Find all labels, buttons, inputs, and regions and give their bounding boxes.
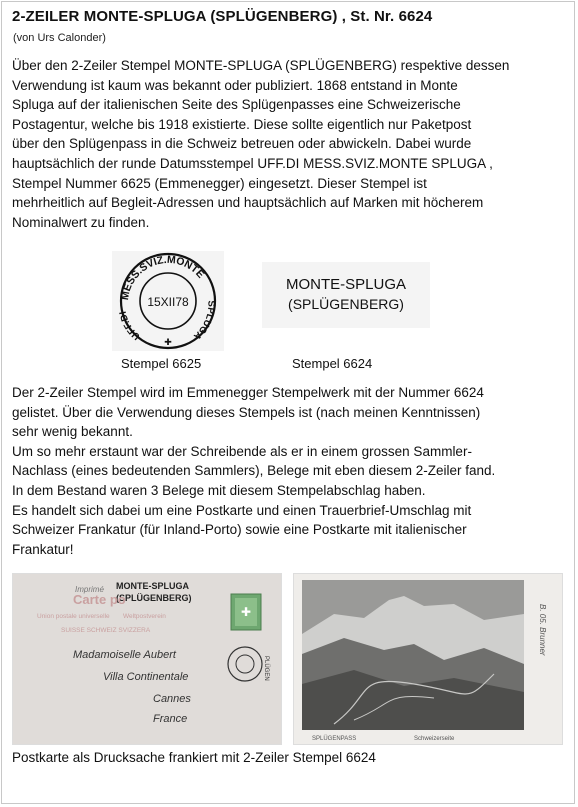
svg-text:Imprimé: Imprimé [75, 585, 104, 594]
footer-caption: Postkarte als Drucksache frankiert mit 2-Zeiler Stempel 6624 [12, 750, 376, 765]
card-stamp-line1: MONTE-SPLUGA [116, 581, 189, 591]
card-printed-line1: Union postale universelle [37, 613, 110, 620]
card-stamp-line2: (SPLÜGENBERG) [116, 593, 192, 603]
intro-paragraph [12, 56, 572, 232]
card-printed-line1b: Weltpostverein [123, 613, 166, 620]
stamp-arc-top: MESS.SVIZ.MONTE [118, 253, 207, 301]
body-line: Schweizer Frankatur (für Inland-Porto) sowie eine Postkarte mit italienischer [12, 522, 467, 538]
body-line: gelistet. Über die Verwendung dieses Stempels ist (nach meinen Kenntnissen) [12, 404, 481, 420]
postcard-front-image [12, 573, 282, 745]
body-line: Frankatur! [12, 541, 74, 557]
card-printed-title: Carte po [73, 592, 126, 607]
card-cancel-text: PLÜGEN [263, 656, 269, 681]
body-line: Der 2-Zeiler Stempel wird im Emmenegger Stempelwerk mit der Nummer 6624 [12, 385, 484, 400]
intro-line: Verwendung ist kaum was bekannt oder publiziert. 1868 entstand in Monte [12, 77, 458, 93]
swiss-cross-icon: ✚ [164, 337, 172, 347]
body-line: Nachlass (eines bedeutenden Sammlers), Belege mit eben diesem 2-Zeiler fand. [12, 463, 496, 479]
swiss-cross-icon: ✚ [240, 605, 252, 619]
stamp-date: 15XII78 [147, 295, 189, 309]
round-stamp-image [112, 251, 224, 351]
intro-line: Postagentur, welche bis 1918 existierte. Diese sollte eigentlich nur Paketpost [12, 116, 472, 132]
intro-line: mehrheitlich auf Begleit-Adressen und hauptsächlich auf Marken mit höcherem [12, 195, 484, 211]
intro-line: hauptsächlich der runde Datumsstempel UFF.DI MESS.SVIZ.MONTE SPLUGA , [12, 155, 493, 171]
intro-line: Nominalwert zu finden. [12, 214, 150, 230]
stamp-arc-left: UFF.DI [117, 310, 143, 342]
handwriting-line: Cannes [153, 693, 191, 705]
postcard-back-image [293, 573, 563, 745]
two-line-stamp-line1: MONTE-SPLUGA [285, 276, 407, 293]
two-line-stamp-caption: Stempel 6624 [292, 356, 373, 371]
round-stamp-caption: Stempel 6625 [121, 356, 202, 371]
body-line: In dem Bestand waren 3 Belege mit diesem Stempelabschlag haben. [12, 482, 426, 498]
intro-line: Über den 2-Zeiler Stempel MONTE-SPLUGA (SPLÜGENBERG) respektive dessen [12, 58, 510, 73]
card-printed-line2: SUISSE SCHWEIZ SVIZZERA [61, 627, 151, 634]
body-line: Es handelt sich dabei um eine Postkarte und einen Trauerbrief-Umschlag mit [12, 502, 472, 518]
body-line: sehr wenig bekannt. [12, 424, 133, 440]
page-title: 2-ZEILER MONTE-SPLUGA (SPLÜGENBERG) , St. Nr. 6624 [12, 8, 433, 25]
body-paragraph [12, 383, 572, 559]
photo-label-left: SPLÜGENPASS [312, 736, 357, 742]
intro-line: Spluga auf der italienischen Seite des Splügenpasses eine Schweizerische [12, 97, 461, 113]
intro-line: Stempel Nummer 6625 (Emmenegger) eingesetzt. Dieser Stempel ist [12, 175, 427, 191]
two-line-stamp-image [262, 262, 430, 328]
two-line-stamp-line2: (SPLÜGENBERG) [288, 296, 404, 312]
photo-label-right: Schweizerseite [414, 736, 455, 742]
intro-line: über den Splügenpass in die Schweiz betreuen oder abwickeln. Dabei wurde [12, 136, 472, 152]
stamp-arc-right: SPLUGA [191, 300, 217, 342]
handwriting-line: Villa Continentale [103, 671, 189, 683]
body-line: Um so mehr erstaunt war der Schreibende als er in einem grossen Sammler- [12, 443, 472, 459]
svg-text:B. 05. Brunner: B. 05. Brunner [538, 604, 547, 656]
author-line: (von Urs Calonder) [13, 32, 106, 44]
handwriting-line: Madamoiselle Aubert [73, 649, 176, 661]
handwriting-line: France [153, 713, 188, 725]
